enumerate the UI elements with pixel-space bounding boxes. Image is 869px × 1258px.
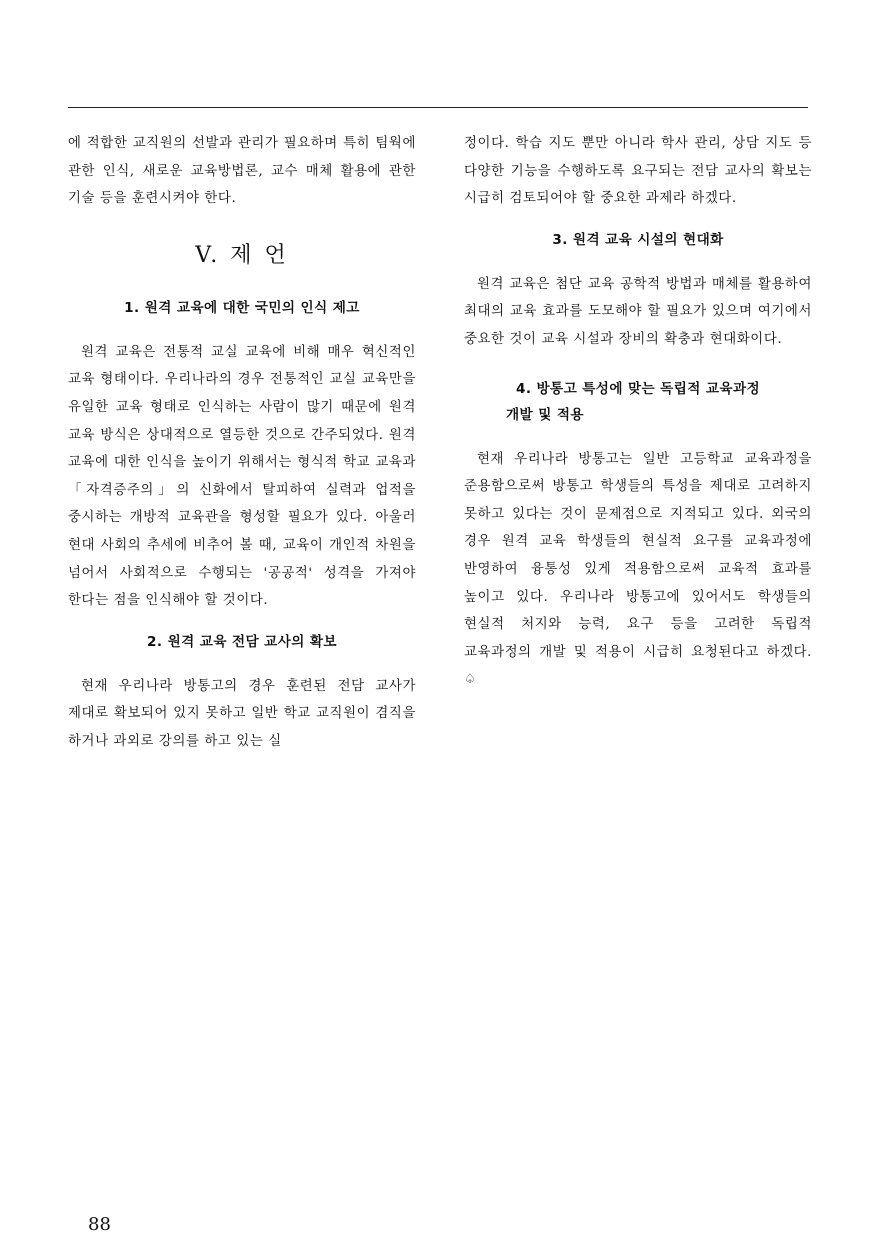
section4-title-line1: 4. 방통고 특성에 맞는 독립적 교육과정 (515, 380, 761, 397)
section1-body: 원격 교육은 전통적 교실 교육에 비해 매우 혁신적인 교육 형태이다. 우리나라의 경우 전통적인 교실 교육만을 유일한 교육 형태로 인식하는 사람이 많기 때문에 원격 교육 방식은 상대적으로 열등한 것으로 간주되었다. 원격 교육에 대한 인식을 높이기 위해서는 형식적 학교 교육과「자격증주의」의 신화에서 탈피하여 실력과 업적을 중시하는 개방적 교육관을 형성할 필요가 있다. 아울러 현대 사회의 추세에 비추어 볼 때, 교육이 개인적 차원을 넘어서 사회적으로 수행되는 '공공적' 성격을 가져야 한다는 점을 인식해야 할 것이다. (68, 344, 416, 609)
header-rule (68, 107, 808, 108)
section1-title: 1. 원격 교육에 대한 국민의 인식 제고 (124, 299, 360, 316)
chapter-title: V. 제 언 (195, 242, 289, 268)
section3-title: 3. 원격 교육 시설의 현대화 (552, 231, 724, 248)
continued-paragraph: 정이다. 학습 지도 뿐만 아니라 학사 관리, 상담 지도 등 다양한 기능을 수행하도록 요구되는 전담 교사의 확보는 시급히 검토되어야 할 중요한 과제라 하겠다. (464, 136, 812, 207)
section4-title-line2: 개발 및 적용 (506, 406, 584, 423)
section4-title (464, 376, 812, 428)
section3-body: 원격 교육은 첨단 교육 공학적 방법과 매체를 활용하여 최대의 교육 효과를 도모해야 할 필요가 있으며 여기에서 중요한 것이 교육 시설과 장비의 확충과 현대화이다. (464, 276, 812, 347)
section2-body: 현재 우리나라 방통고의 경우 훈련된 전담 교사가 제대로 확보되어 있지 못하고 일반 학교 교직원이 겸직을 하거나 과외로 강의를 하고 있는 실 (68, 678, 416, 749)
section4-body: 현재 우리나라 방통고는 일반 고등학교 교육과정을 준용함으로써 방통고 학생들의 특성을 제대로 고려하지 못하고 있다는 것이 문제점으로 지적되고 있다. 외국의 경우 원격 교육 학생들의 현실적 요구를 교육과정에 반영하여 융통성 있게 적용함으로써 교육적 효과를 높이고 있다. 우리나라 방통고에 있어서도 학생들의 현실적 처지와 능력, 요구 등을 고려한 독립적 교육과정의 개발 및 적용이 시급히 요청된다고 하겠다. ♤ (464, 451, 812, 688)
left-column (68, 130, 416, 756)
right-column (464, 130, 812, 694)
intro-paragraph: 에 적합한 교직원의 선발과 관리가 필요하며 특히 팀웍에 관한 인식, 새로운 교육방법론, 교수 매체 활용에 관한 기술 등을 훈련시켜야 한다. (68, 136, 416, 207)
section2-title: 2. 원격 교육 전담 교사의 확보 (147, 633, 337, 650)
page-number: 88 (88, 1214, 111, 1235)
